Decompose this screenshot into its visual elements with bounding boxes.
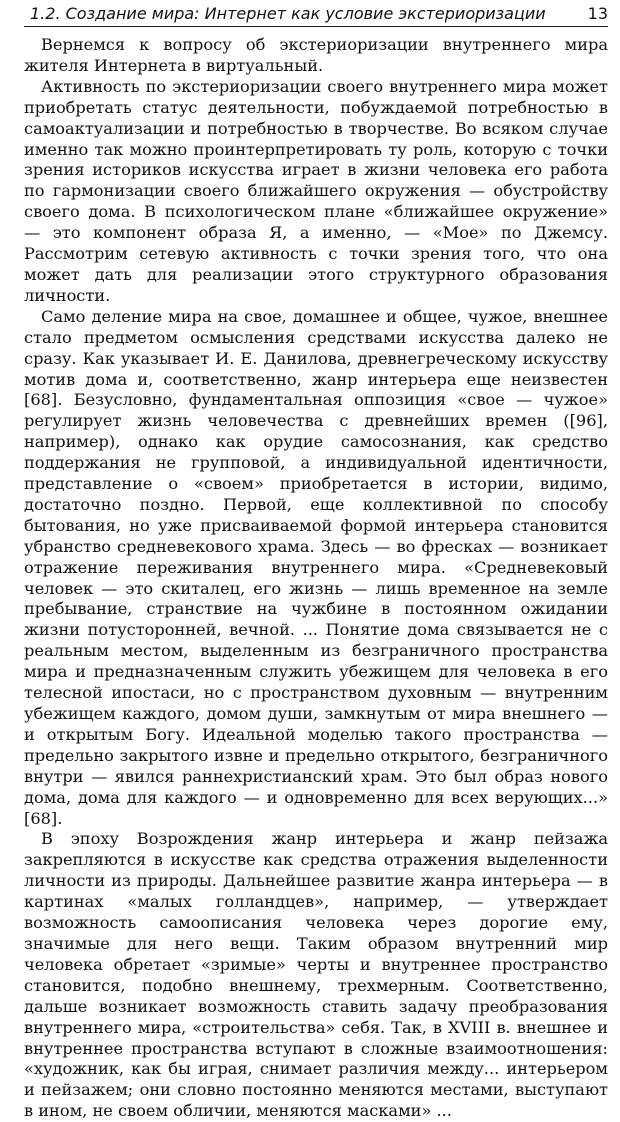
running-title: 1.2. Создание мира: Интернет как условие экстериоризации: [30, 4, 546, 23]
paragraph: Вернемся к вопросу об экстериоризации внутреннего мира жителя Интернета в виртуальный.: [24, 35, 608, 75]
paragraph: Само деление мира на свое, домашнее и общее, чужое, внешнее стало предметом осмысления средствами искусства далеко не сразу. Как указывает И. Е. Данилова, древнегреческому искусству мотив дома и, соответственно, жанр интерьера еще неизвестен [68]. Безусловно, фундаментальная оппозиция «свое — чужое» регулирует жизнь человечества с древнейших времен ([96], например), однако как орудие самосознания, как средство поддержания не групповой, а индивидуальной идентичности, представление о «своем» приобретается в истории, видимо, достаточно поздно. Первой, еще коллективной по способу бытования, но уже присваиваемой формой интерьера становится убранство средневекового храма. Здесь — во фресках — возникает отражение переживания внутреннего мира. «Средневековый человек — это скиталец, его жизнь — лишь временное на земле пребывание, странствие на чужбине в постоянном ожидании жизни потусторонней, вечной. ... Понятие дома связывается не с реальным местом, выделенным из безграничного пространства мира и предназначенным служить убежищем для человека в его телесной ипостаси, но с пространством духовным — внутренним убежищем каждого, домом души, замкнутым от мира внешнего — и открытым Богу. Идеальной моделью такого пространства — предельно закрытого извне и предельно открытого, безграничного внутри — явился раннехристианский храм. Это был образ нового дома, дома для каждого — и одновременно для всех верующих...» [68].: [24, 306, 608, 828]
page-number: 13: [587, 4, 608, 23]
body-text: [24, 35, 608, 1122]
paragraph: Активность по экстериоризации своего внутреннего мира может приобретать статус деятельности, побуждаемой потребностью в самоактуализации и потребностью в творчестве. Во всяком случае именно так можно проинтерпретировать ту роль, которую с точки зрения историков искусства играет в жизни человека его работа по гармонизации своего ближайшего окружения — обустройству своего дома. В психологическом плане «ближайшее окружение» — это компонент образа Я, а именно, — «Мое» по Джемсу. Рассмотрим сетевую активность с точки зрения того, что она может дать для реализации этого структурного образования личности.: [24, 76, 608, 305]
paragraph: В эпоху Возрождения жанр интерьера и жанр пейзажа закрепляются в искусстве как средства отражения выделенности личности из природы. Дальнейшее развитие жанра интерьера — в картинах «малых голландцев», например, — утверждает возможность самоописания человека через дорогие ему, значимые для него вещи. Таким образом внутренний мир человека обретает «зримые» черты и внутреннее пространство становится, подобно внешнему, трехмерным. Соответственно, дальше возникает возможность ставить задачу преобразования внутреннего мира, «строительства» себя. Так, в XVIII в. внешнее и внутреннее пространства вступают в сложные взаимоотношения: «художник, как бы играя, снимает различия между... интерьером и пейзажем; они словно постоянно меняются местами, выступают в ином, не своем обличии, меняются масками» ...: [24, 829, 608, 1121]
running-header: [24, 0, 608, 27]
